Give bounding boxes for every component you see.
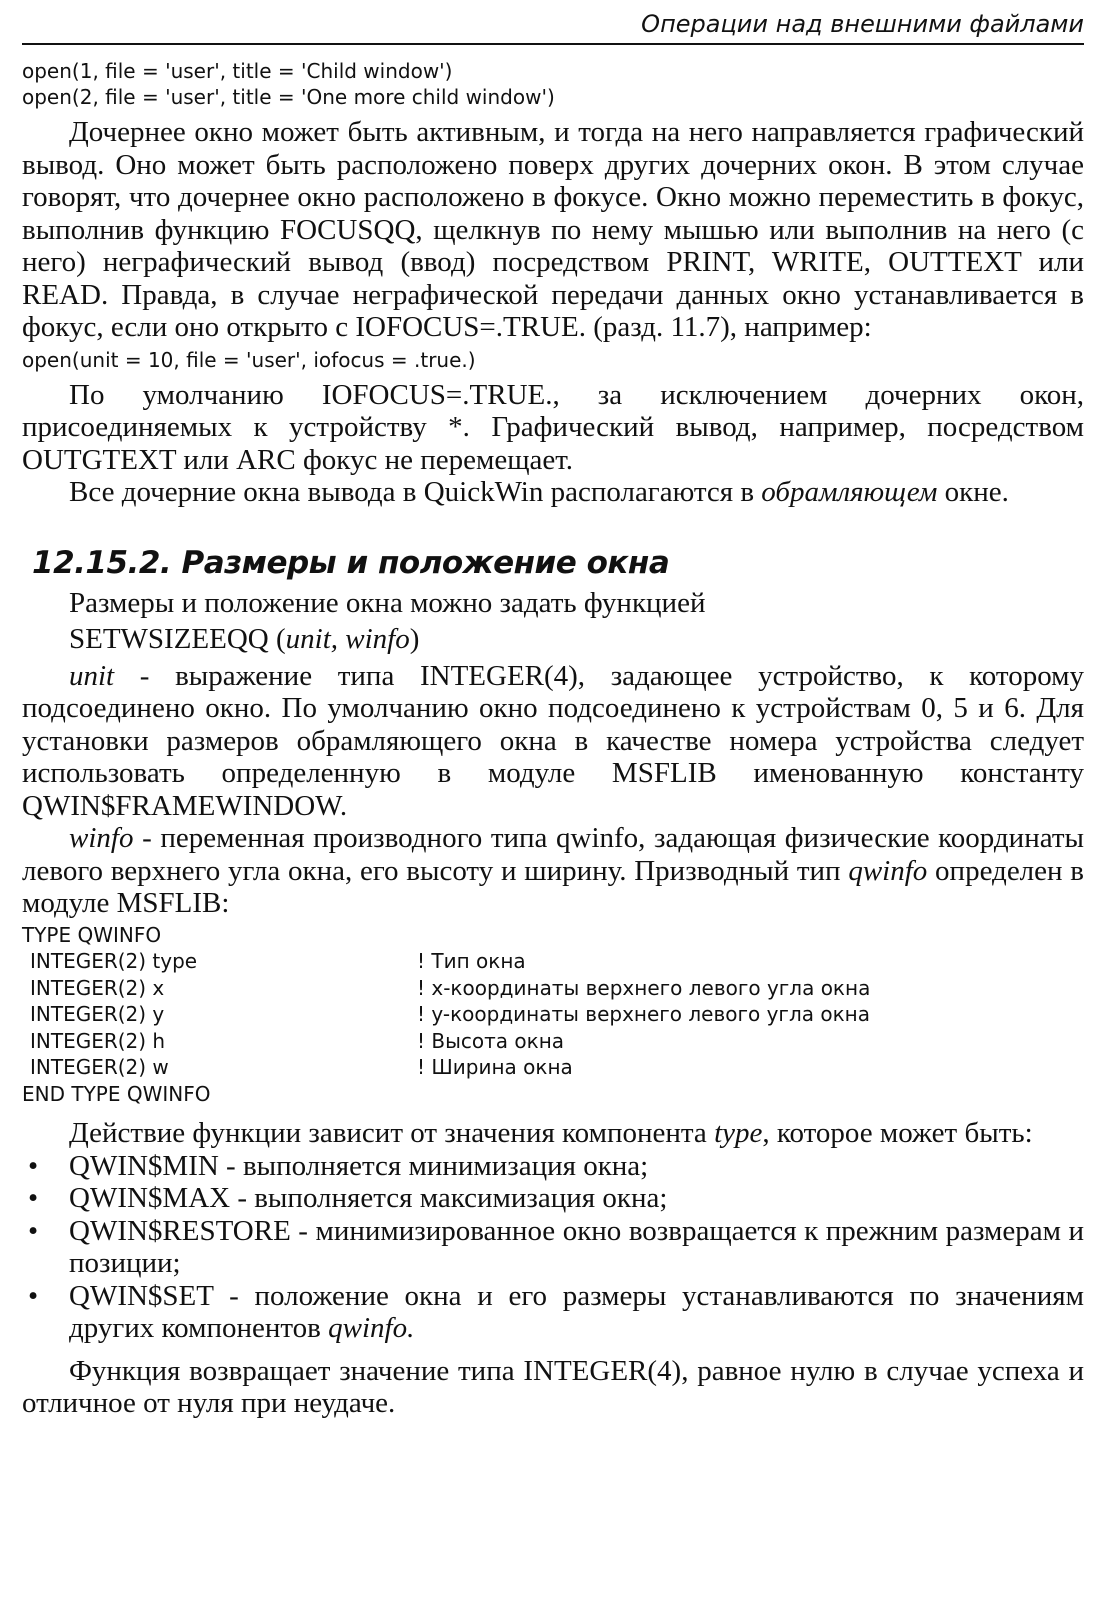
code-type-open: TYPE QWINFO	[22, 922, 162, 947]
list-item: • QWIN$SET - положение окна и его размеры устанавливаются по значениям других компонентов qwinfo.	[28, 1279, 1084, 1344]
paragraph-child-window-focus: Дочернее окно может быть активным, и тогда на него направляется графический вывод. Оно может быть расположено поверх других дочерних окон. В этом случае говорят, что дочернее окно расположено в фокусе. Окно можно переместить в фокус, выполнив функцию FOCUSQQ, щелкнув по нему мышью или выполнив на него (с него) неграфический вывод (ввод) посредством PRINT, WRITE, OUTTEXT или READ. Правда, в случае неграфической передачи данных окно устанавливается в фокус, если оно открыто с IOFOCUS=.TRUE. (разд. 11.7), например:	[22, 116, 1084, 343]
paragraph-winfo-arg: winfo - переменная производного типа qwinfo, задающая физические координаты левого верхнего угла окна, его высоту и ширину. Призводный тип qwinfo определен в модуле MSFLIB:	[22, 822, 1084, 919]
list-item: • QWIN$RESTORE - минимизированное окно возвращается к прежним размерам и позиции;	[28, 1214, 1084, 1279]
book-page	[22, 0, 1084, 1600]
running-title: Операции над внешними файлами	[641, 10, 1084, 38]
code-field-row: INTEGER(2) type ! Тип окна	[30, 949, 526, 973]
type-values-list	[22, 1150, 1084, 1345]
paragraph-return-value: Функция возвращает значение типа INTEGER(4), равное нулю в случае успеха и отличное от нуля при неудаче.	[22, 1354, 1084, 1419]
code-open-line-1: open(1, file = 'user', title = 'Child window')	[22, 59, 453, 83]
paragraph-iofocus-default: По умолчанию IOFOCUS=.TRUE., за исключением дочерних окон, присоединяемых к устройству *. Графический вывод, например, посредством OUTGTEXT или ARC фокус не перемещает.	[22, 378, 1084, 476]
list-item: • QWIN$MAX - выполняется максимизация окна;	[28, 1182, 668, 1214]
paragraph-frame-window: Все дочерние окна вывода в QuickWin располагаются в обрамляющем окне.	[69, 476, 1009, 508]
page-body	[22, 58, 1084, 1420]
section-heading: 12.15.2. Размеры и положение окна	[32, 544, 670, 581]
code-field-row: INTEGER(2) x ! x-координаты верхнего левого угла окна	[30, 975, 871, 1000]
code-field-row: INTEGER(2) h ! Высота окна	[30, 1028, 565, 1053]
bullet-icon: •	[28, 1182, 39, 1214]
bullet-icon: •	[28, 1149, 39, 1182]
code-field-row: INTEGER(2) w ! Ширина окна	[30, 1055, 573, 1079]
term-unit: unit	[69, 659, 115, 692]
emphasis-frame: обрамляющем	[761, 476, 938, 508]
paragraph-size-intro: Размеры и положение окна можно задать функцией	[69, 586, 706, 619]
code-iofocus-example: open(unit = 10, file = 'user', iofocus = .true.)	[22, 347, 476, 372]
type-definition-code	[22, 922, 1084, 1108]
paragraph-unit-arg: unit - выражение типа INTEGER(4), задающее устройство, к которому подсоединено окно. По умолчанию окно подсоединено к устройствам 0, 5 и 6. Для установки размеров обрамляющего окна в качестве номера устройства следует использовать определенную в модуле MSFLIB именованную константу QWIN$FRAMEWINDOW.	[22, 659, 1084, 822]
code-field-row: INTEGER(2) y ! y-координаты верхнего левого угла окна	[30, 1002, 870, 1026]
list-item: • QWIN$MIN - выполняется минимизация окна;	[28, 1149, 649, 1182]
code-type-close: END TYPE QWINFO	[22, 1081, 211, 1106]
paragraph-type-component: Действие функции зависит от значения компонента type, которое может быть:	[69, 1117, 1033, 1149]
function-signature: SETWSIZEEQQ (unit, winfo)	[69, 623, 420, 655]
bullet-icon: •	[28, 1214, 39, 1247]
bullet-icon: •	[28, 1279, 39, 1312]
header-rule	[22, 43, 1084, 45]
term-winfo: winfo	[69, 822, 134, 854]
code-open-line-2: open(2, file = 'user', title = 'One more child window')	[22, 85, 555, 109]
